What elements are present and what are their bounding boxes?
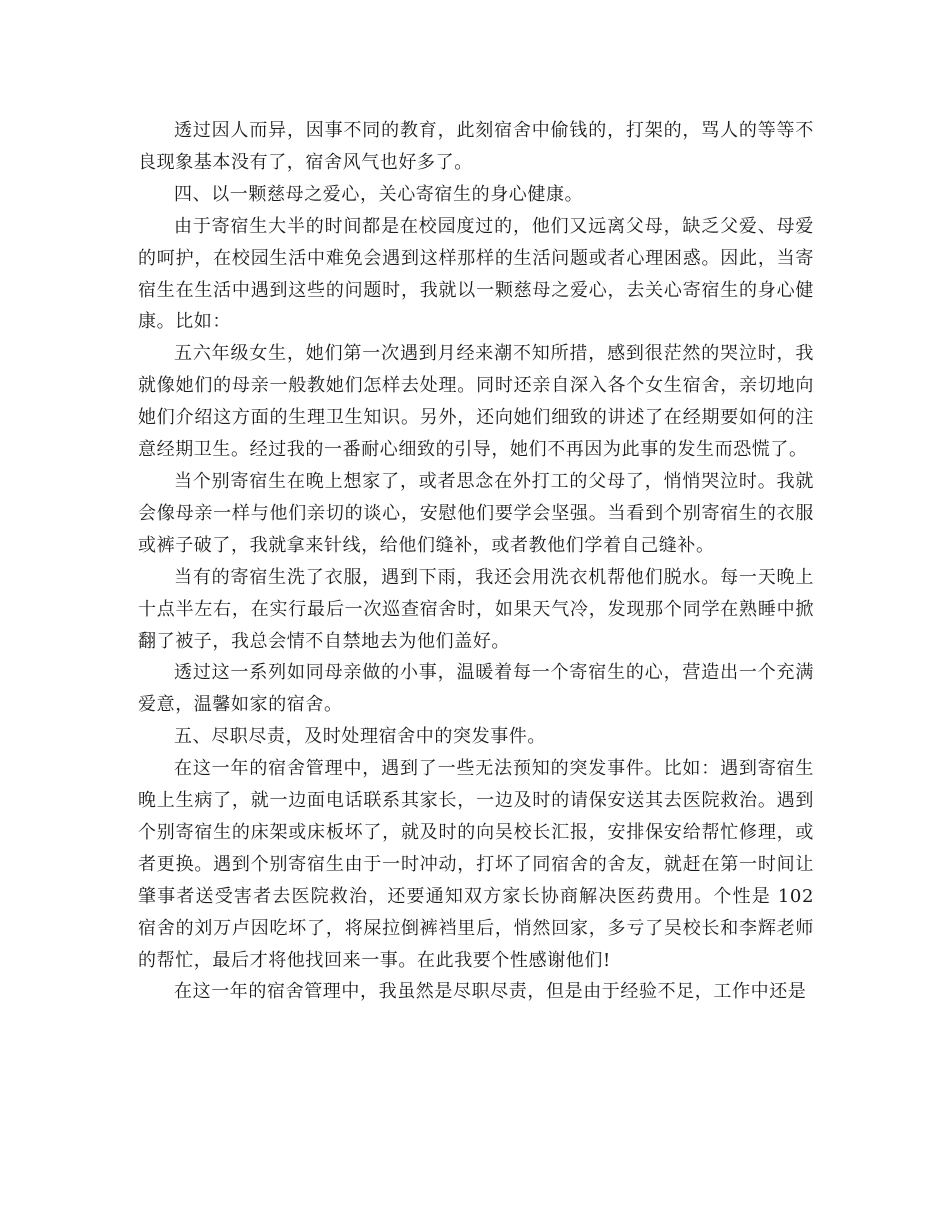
- paragraph: 当有的寄宿生洗了衣服，遇到下雨，我还会用洗衣机帮他们脱水。每一天晚上十点半左右，在实行最后一次巡查宿舍时，如果天气冷，发现那个同学在熟睡中掀翻了被子，我总会情不自禁地去为他们盖好。: [138, 566, 814, 652]
- document-body: [138, 115, 814, 1008]
- paragraph: 五六年级女生，她们第一次遇到月经来潮不知所措，感到很茫然的哭泣时，我就像她们的母亲一般教她们怎样去处理。同时还亲自深入各个女生宿舍，亲切地向她们介绍这方面的生理卫生知识。另外，还向她们细致的讲述了在经期要如何的注意经期卫生。经过我的一番耐心细致的引导，她们不再因为此事的发生而恐慌了。: [138, 343, 814, 461]
- paragraph: 在这一年的宿舍管理中，遇到了一些无法预知的突发事件。比如：遇到寄宿生晚上生病了，就一边面电话联系其家长，一边及时的请保安送其去医院救治。遇到个别寄宿生的床架或床板坏了，就及时的向吴校长汇报，安排保安给帮忙修理，或者更换。遇到个别寄宿生由于一时冲动，打坏了同宿舍的舍友，就赶在第一时间让肇事者送受害者去医院救治，还要通知双方家长协商解决医药费用。个性是 102 宿舍的刘万卢因吃坏了，将屎拉倒裤裆里后，悄然回家，多亏了吴校长和李辉老师的帮忙，最后才将他找回来一事。在此我要个性感谢他们!: [138, 758, 814, 971]
- section-heading: 五、尽职尽责，及时处理宿舍中的突发事件。: [174, 726, 546, 748]
- paragraph: 在这一年的宿舍管理中，我虽然是尽职尽责，但是由于经验不足，工作中还是: [174, 981, 807, 1003]
- paragraph: 透过这一系列如同母亲做的小事，温暖着每一个寄宿生的心，营造出一个充满爱意，温馨如家的宿舍。: [138, 662, 814, 716]
- paragraph: 由于寄宿生大半的时间都是在校园度过的，他们又远离父母，缺乏父爱、母爱的呵护，在校园生活中难免会遇到这样那样的生活问题或者心理困惑。因此，当寄宿生在生活中遇到这些的问题时，我就以一颗慈母之爱心，去关心寄宿生的身心健康。比如：: [138, 215, 814, 333]
- paragraph: 当个别寄宿生在晚上想家了，或者思念在外打工的父母了，悄悄哭泣时。我就会像母亲一样与他们亲切的谈心，安慰他们要学会坚强。当看到个别寄宿生的衣服或裤子破了，我就拿来针线，给他们缝补，或者教他们学着自己缝补。: [138, 470, 814, 556]
- paragraph: 透过因人而异，因事不同的教育，此刻宿舍中偷钱的，打架的，骂人的等等不良现象基本没有了，宿舍风气也好多了。: [138, 120, 814, 173]
- section-heading: 四、以一颗慈母之爱心，关心寄宿生的身心健康。: [174, 183, 584, 205]
